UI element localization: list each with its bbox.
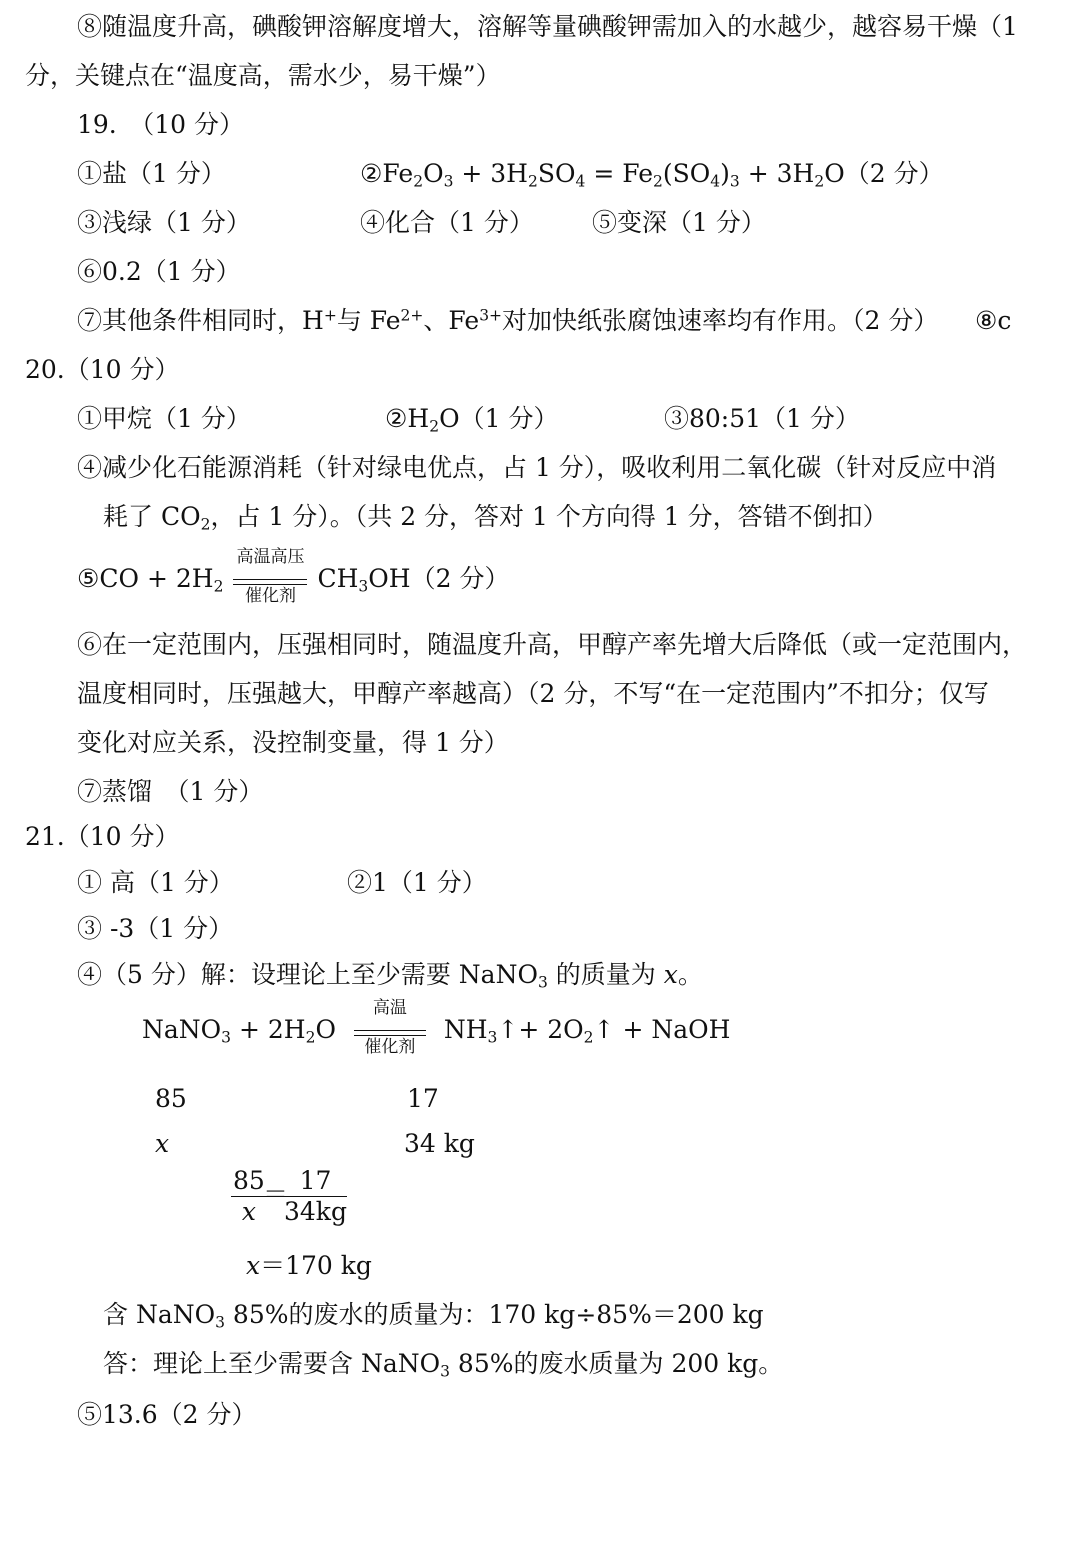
q19-answer-4: ④化合（1 分）: [360, 208, 534, 237]
q18-item8-line1: ⑧随温度升高，碘酸钾溶解度增大，溶解等量碘酸钾需加入的水越少，越容易干燥（1: [77, 12, 1018, 41]
q19-answer-2: $②Fe_2O_3 + 3H_2SO_4 = Fe_2(SO_4)_3 + 3H_2O(2$ 分）: [360, 159, 944, 191]
wastewater-calculation: 含 NaNO$_3$ 85%的废水的质量为：170 kg÷85%＝200 kg: [103, 1300, 764, 1332]
q20-answer-4-line2: 耗了 $CO_2$，占 1 分）。（共 2 分，答对 1 个方向得 1 分，答错不倒扣）: [103, 502, 888, 534]
q20-answer-7: ⑦蒸馏 （1 分）: [77, 777, 264, 806]
q21-answer-4-intro: ④（5 分）解：设理论上至少需要 NaNO$_3$ 的质量为 x。: [77, 960, 703, 992]
q20-answer-6-line2: 温度相同时，压强越大，甲醇产率越高）（2 分，不写“在一定范围内”不扣分；仅写: [77, 679, 989, 708]
q20-answer-4-line1: ④减少化石能源消耗（针对绿电优点，占 1 分），吸收利用二氧化碳（针对反应中消: [77, 453, 997, 482]
reaction-condition: 高温 催化剂: [350, 1013, 430, 1047]
q19-header: 19. （10 分）: [77, 110, 245, 139]
molar-mass-nano3: 85: [155, 1084, 187, 1113]
result-line: x＝170 kg: [246, 1251, 372, 1280]
proportion-equals: ＝: [263, 1180, 289, 1209]
q19-answer-7: ⑦其他条件相同时，H+与 $Fe^{2+}$、$Fe^{3+}$对加快纸张腐蚀速率均有作用。（2 分）: [77, 306, 939, 335]
q20-answer-2: $②H_2O(1$ 分）: [385, 404, 559, 436]
q21-reaction-equation: NaNO$_3$ + $2H_2O$ 高温 催化剂 $NH_3↑+$ $2O_2↑$ + NaOH: [142, 998, 731, 1057]
q19-answer-5: ⑤变深（1 分）: [592, 208, 766, 237]
q20-answer-6-line3: 变化对应关系，没控制变量，得 1 分）: [77, 728, 509, 757]
q21-answer-3: ③ -3（1 分）: [77, 914, 234, 943]
final-answer: 答：理论上至少需要含 NaNO$_3$ 85%的废水质量为 200 kg。: [103, 1349, 784, 1381]
q21-answer-1: ① 高（1 分）: [77, 868, 234, 897]
proportion-left-fraction: $\frac{85}{x}$: [233, 1166, 265, 1226]
q19-answer-6: ⑥0.2（1 分）: [77, 257, 241, 286]
q21-header: 21.（10 分）: [25, 822, 180, 851]
proportion-right-fraction: $\frac{17}{34kg}$: [284, 1166, 347, 1226]
q20-answer-5: ⑤CO + $2H_2$ 高温高压 催化剂 $CH_3OH(2$ 分）: [77, 547, 510, 606]
q19-answer-3: ③浅绿（1 分）: [77, 208, 251, 237]
q19-answer-1: ①盐（1 分）: [77, 159, 226, 188]
q18-item8-line2: 分，关键点在“温度高，需水少，易干燥”）: [25, 61, 501, 90]
q21-answer-5: ⑤13.6（2 分）: [77, 1400, 257, 1429]
q20-answer-1: ①甲烷（1 分）: [77, 404, 251, 433]
unknown-mass: x: [155, 1129, 170, 1158]
q20-header: 20.（10 分）: [25, 355, 180, 384]
molar-mass-nh3: 17: [407, 1084, 439, 1113]
q20-answer-6-line1: ⑥在一定范围内，压强相同时，随温度升高，甲醇产率先增大后降低（或一定范围内，: [77, 630, 1028, 659]
nh3-mass: 34 kg: [404, 1129, 475, 1158]
q21-answer-2: ②1（1 分）: [347, 868, 487, 897]
reaction-condition: 高温高压 催化剂: [229, 562, 311, 596]
q19-answer-8: ⑧c: [975, 306, 1012, 335]
q20-answer-3: ③80:51（1 分）: [664, 404, 860, 433]
